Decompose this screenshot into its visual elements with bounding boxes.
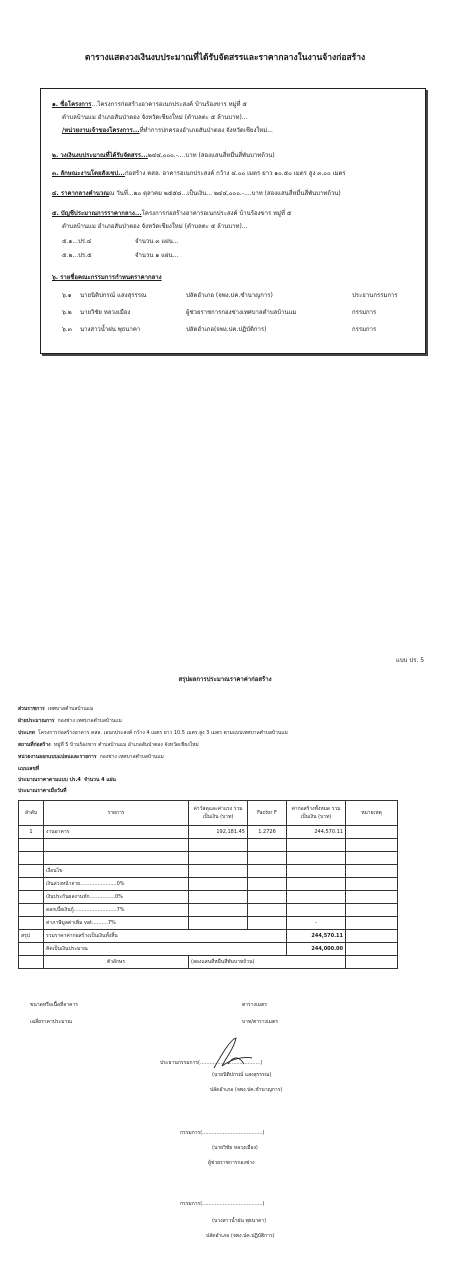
condition-interest: ดอกเบี้ยเงินกู้...........................7% (44, 904, 189, 917)
header-factor: Factor F (248, 801, 287, 826)
signature-1 (208, 1034, 256, 1074)
signer2-position: ผู้ช่วยราชการกองช่าง (208, 1160, 255, 1166)
item5-1: ๕.๑...ปร.๔ (62, 238, 92, 245)
table-row (19, 852, 398, 865)
field-type (18, 730, 288, 737)
page1-title: ตารางแสดงวงเงินงบประมาณที่ได้รับจัดสรรและราคากลางในงานจ้างก่อสร้าง (84, 53, 366, 63)
avg-price-unit: บาท/ตารางเมตร (242, 1019, 278, 1025)
signer3-position: ปลัดอำเภอ (จพง.ปค.ปฏิบัติการ) (206, 1233, 275, 1239)
item5-1-count: จำนวน ๓ แผ่น... (135, 238, 179, 245)
committee-name-2: นายวิชัย หลวงเมือง (80, 309, 131, 316)
field-designer-value: กองช่าง เทศบาลตำบลบ้านแม (99, 754, 164, 760)
summary-label: สรุป (19, 930, 44, 943)
words-value: (สองแสนสี่หมื่นสี่พันบาทถ้วน) (189, 956, 346, 969)
summary-row (19, 930, 398, 943)
signer1-name: (นายนิติปกรณ์ แสงสุรรรณ) (212, 1072, 272, 1078)
committee-no-2: ๖.๒ (62, 309, 72, 316)
item2-label: ๒. วงเงินงบประมาณที่ได้รับจัดสรร... (52, 152, 148, 159)
header-note: หมายเหตุ (346, 801, 398, 826)
row1-item: งานอาคาร (44, 826, 189, 839)
table-row (19, 891, 398, 904)
words-label: ตัวอักษร (44, 956, 189, 969)
row1-note (346, 826, 398, 839)
summary-total: 244,570.11 (287, 930, 346, 943)
committee-position-3: ปลัดอำเภอ(จพง.ปค.ปฏิบัติการ) (186, 326, 267, 333)
row1-no: 1 (19, 826, 44, 839)
field-agency-label: ส่วนราชการ (18, 706, 45, 712)
area-label: ขนาดหรือเนื้อที่อาคาร (30, 1002, 78, 1008)
field-drawing-no (18, 766, 39, 773)
header-item: รายการ (44, 801, 189, 826)
vat-dash: - (287, 917, 346, 930)
item1-line (52, 101, 247, 109)
item1-value: ...โครงการก่อสร้างอาคารอเนกประสงค์ บ้านร้องขาร หมู่ที่ ๕ (91, 101, 247, 108)
item4-value: ณ วันที่...๒๐ ตุลาคม ๒๕๕๘...เป็นเงิน... ๒๔๔,๐๐๐.-....บาท (สองแสนสี่หมื่นสี่พันบาทถ้วน) (108, 190, 341, 197)
table-row (19, 865, 398, 878)
item1-label: ๑. ชื่อโครงการ (52, 101, 92, 108)
field-por4-label: ประมาณราคาตามแบบ ปร.4 (18, 777, 81, 783)
item2-line (52, 152, 275, 160)
adjusted-text: คิดเป็นเงินประมาณ (44, 943, 287, 956)
field-designer-label: หน่วยงานออกแบบแปลนและรายการ (18, 754, 97, 760)
signer2-name: (นายวิชัย หลวงเมือง) (212, 1145, 258, 1151)
row1-factor: 1.2726 (248, 826, 287, 839)
area-unit: ตารางเมตร (242, 1002, 267, 1008)
field-site (18, 742, 199, 749)
item5-line (52, 210, 291, 218)
item3-line (52, 170, 346, 178)
field-date-label: ประมาณราคาเมื่อวันที่ (18, 788, 67, 794)
item2-value: ๒๔๔,๐๐๐.-....บาท (สองแสนสี่หมื่นสี่พันบาทถ้วน) (147, 152, 275, 159)
summary-text: รวมราคาค่าก่อสร้างเป็นเงินทั้งสิ้น (44, 930, 287, 943)
header-cost: ค่าวัสดุและค่าแรง รวมเป็นเงิน (บาท) (189, 801, 248, 826)
table-row (19, 917, 398, 930)
condition-advance: เงินล่วงหน้าจ่าย.......................0% (44, 878, 189, 891)
table-row (19, 826, 398, 839)
table-row (19, 904, 398, 917)
condition-vat: ค่าภาษีมูลค่าเพิ่ม vat..........7% (44, 917, 189, 930)
table-header-row (19, 801, 398, 826)
field-type-label: ประเภท (18, 730, 35, 736)
committee-role-2: กรรมการ (352, 309, 377, 316)
signer2-label: กรรมการ(......................................) (180, 1130, 265, 1136)
item5-2-count: จำนวน ๑ แผ่น... (135, 252, 179, 259)
committee-name-1: นายนิติปกรณ์ แสงสุรรรณ (80, 292, 147, 299)
row1-total: 244,570.11 (287, 826, 346, 839)
item3-value: ก่อสร้าง คสล. อาคารอเนกประสงค์ กว้าง ๔.๐๐ เมตร ยาว ๑๐.๕๐ เมตร สูง ๓.๐๐ เมตร (124, 170, 346, 177)
item6-label: ๖. รายชื่อคณะกรรมการกำหนดราคากลาง (52, 274, 162, 281)
signer1-label: ประธานกรรมการ(......................................) (160, 1060, 263, 1066)
owner-value: ที่ทำการปกครองอำเภอสันป่าตอง จังหวัดเชียงใหม่... (139, 127, 273, 134)
item3-label: ๓. ลักษณะงานโดยสังเขป... (52, 170, 125, 177)
committee-no-1: ๖.๑ (62, 292, 72, 299)
owner-line (62, 127, 273, 135)
adjusted-row (19, 943, 398, 956)
field-estimator-label: ฝ่ายประมาณการ (18, 718, 55, 724)
committee-position-1: ปลัดอำเภอ (จพง.ปค.ชำนาญการ) (186, 292, 273, 299)
header-no: ลำดับ (19, 801, 44, 826)
adjusted-total: 244,000.00 (287, 943, 346, 956)
form-code: แบบ ปร. 5 (396, 657, 425, 664)
item5-location: ตำบลบ้านแม อำเภอสันป่าตอง จังหวัดเชียงใหม่ (ตำบลตะ ๕ ล้านบาท)... (62, 223, 248, 230)
committee-role-3: กรรมการ (352, 326, 377, 333)
signer3-label: กรรมการ(......................................) (180, 1201, 265, 1207)
field-agency-value: เทศบาลตำบลบ้านแม (47, 706, 94, 712)
condition-heading: เงื่อนไข (44, 865, 189, 878)
cost-summary-table (18, 800, 398, 969)
item5-label: ๕. บัญชีประมาณการราคากลาง... (52, 210, 142, 217)
committee-position-2: ผู้ช่วยราชการกองช่างเทศบาลตำบลบ้านแม (186, 309, 297, 316)
field-site-value: หมู่ที่ 5 บ้านร้องขาร ตำบลบ้านแม อำเภอสันป่าตอง จังหวัดเชียงใหม่ (53, 742, 199, 748)
field-type-value: โครงการก่อสร้างอาคาร คสล. เอนกประสงค์ กว้าง 4 เมตร ยาว 10.5 เมตร สูง 3 เมตร ตามแบบเทศบาลตำบลบ้านแม (38, 730, 288, 736)
committee-name-3: นางสาวน้ำฝน พุธนาคา (80, 326, 141, 333)
field-por4 (18, 777, 116, 784)
field-designer (18, 754, 164, 761)
field-por4-value: จำนวน 4 แผ่น (84, 777, 116, 783)
row1-cost: 192,181.45 (189, 826, 248, 839)
avg-price-label: เฉลี่ยราคาประมาณ (30, 1019, 73, 1025)
signer3-name: (นางสาวน้ำฝน พุธนาคา) (212, 1218, 267, 1224)
item4-label: ๔. ราคากลางคำนวณ (52, 190, 109, 197)
committee-no-3: ๖.๓ (62, 326, 72, 333)
field-drawing-no-label: แบบเลขที่ (18, 766, 40, 772)
condition-retention: เงินประกันผลงานหัก................0% (44, 891, 189, 904)
field-estimator (18, 718, 122, 725)
signer1-position: ปลัดอำเภอ (จพง.ปค.ชำนาญการ) (210, 1087, 283, 1093)
table-row (19, 878, 398, 891)
committee-role-1: ประธานกรรมการ (352, 292, 398, 299)
field-agency (18, 706, 93, 713)
words-row (19, 956, 398, 969)
item5-2: ๕.๒...ปร.๕ (62, 252, 92, 259)
item1-location: ตำบลบ้านแม อำเภอสันป่าตอง จังหวัดเชียงใหม่ (ตำบลตะ ๕ ล้านบาท)... (62, 114, 248, 121)
item5-value: โครงการก่อสร้างอาคารอเนกประสงค์ บ้านร้องขาร หมู่ที่ ๕ (141, 210, 292, 217)
owner-label: /หน่วยงานเจ้าของโครงการ... (62, 127, 140, 134)
field-estimator-value: กองช่าง เทศบาลตำบลบ้านแม (57, 718, 122, 724)
field-site-label: สถานที่ก่อสร้าง (18, 742, 51, 748)
field-date (18, 788, 66, 795)
table-row (19, 839, 398, 852)
page2-title: สรุปผลการประมาณราคาค่าก่อสร้าง (178, 676, 272, 683)
item4-line (52, 190, 341, 198)
header-total: ค่าก่อสร้างทั้งหมด รวมเป็นเงิน (บาท) (287, 801, 346, 826)
